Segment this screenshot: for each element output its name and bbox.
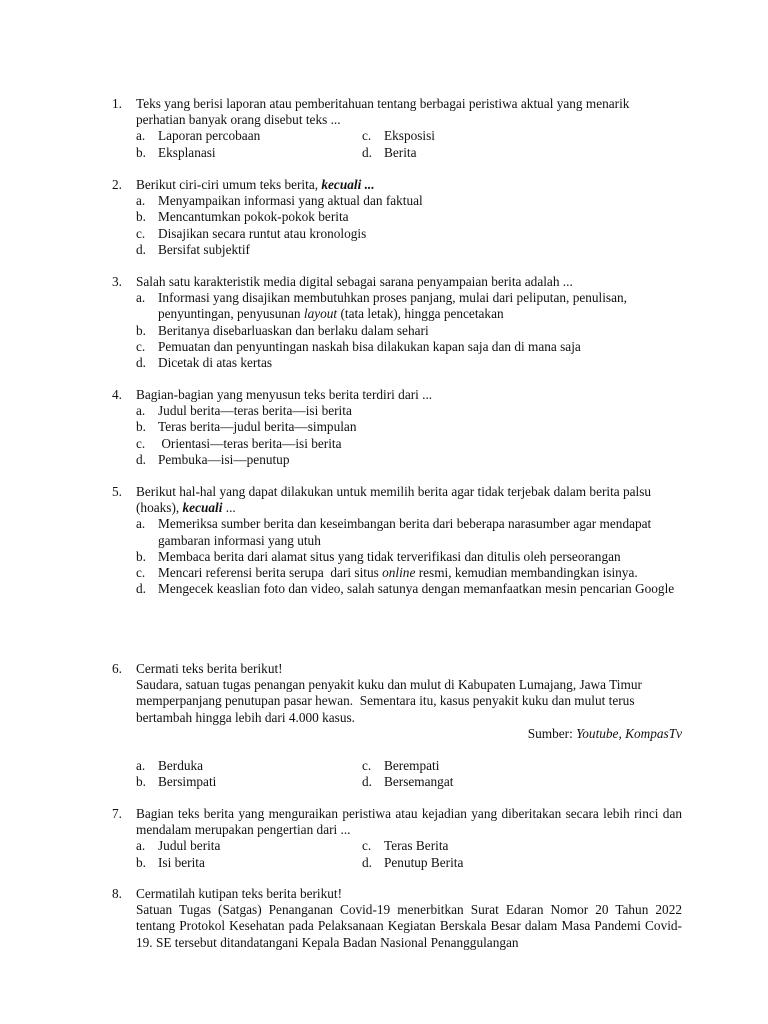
news-passage: Saudara, satuan tugas penangan penyakit kuku dan mulut di Kabupaten Lumajang, Jawa Timur memperpanjang penutupan pasar hewan. Sementara itu, kasus penyakit kuku dan mulut terus bertambah hingga lebih dari 4.000 kasus. (136, 677, 646, 725)
option-c: c. Teras Berita (362, 838, 449, 854)
question-stem: Teks yang berisi laporan atau pemberitahuan tentang berbagai peristiwa aktual yang menarik perhatian banyak orang disebut teks ... (136, 96, 630, 128)
question-2 (112, 177, 682, 258)
option-b: b. Mencantumkan pokok-pokok berita (136, 209, 349, 225)
question-number: 3. (112, 274, 122, 289)
option-a: a. Berduka (136, 758, 204, 774)
question-stem: Berikut ciri-ciri umum teks berita, kecuali ... (136, 177, 375, 192)
question-6 (112, 661, 682, 790)
question-stem: Cermati teks berita berikut! (136, 661, 283, 676)
options-row (136, 128, 682, 144)
option-a: a. Informasi yang disajikan membutuhkan proses panjang, mulai dari peliputan, penulisan, penyuntingan, penyusunan layout (tata letak), hingga pencetakan (136, 290, 627, 322)
option-b: b. Bersimpati (136, 774, 217, 790)
question-stem: Salah satu karakteristik media digital sebagai sarana penyampaian berita adalah ... (136, 274, 573, 289)
option-a: a. Judul berita—teras berita—isi berita (136, 403, 352, 419)
options-row (136, 758, 682, 774)
option-c: c. Mencari referensi berita serupa dari situs online resmi, kemudian membandingkan isinya. (136, 565, 638, 581)
question-1 (112, 96, 682, 161)
question-8 (112, 886, 682, 951)
question-7 (112, 806, 682, 871)
option-b: b. Teras berita—judul berita—simpulan (136, 419, 357, 435)
option-d: d. Bersifat subjektif (136, 241, 250, 257)
question-4 (112, 387, 682, 468)
emphasis-text: kecuali ... (321, 177, 375, 192)
source-citation: Sumber: Youtube, KompasTv (527, 725, 682, 741)
options-row (136, 855, 682, 871)
option-d: d. Mengecek keaslian foto dan video, salah satunya dengan memanfaatkan mesin pencarian Google (136, 581, 675, 597)
question-stem: Cermatilah kutipan teks berita berikut! (136, 886, 343, 901)
question-number: 4. (112, 387, 122, 402)
option-a: a. Memeriksa sumber berita dan keseimbangan berita dari beberapa narasumber agar mendapat gambaran informasi yang utuh (136, 516, 652, 548)
question-number: 5. (112, 484, 122, 499)
question-number: 7. (112, 806, 122, 821)
question-number: 8. (112, 886, 122, 901)
option-b: b. Eksplanasi (136, 144, 216, 160)
option-a: a. Laporan percobaan (136, 128, 261, 144)
option-d: d. Berita (362, 144, 417, 160)
option-a: a. Menyampaikan informasi yang aktual dan faktual (136, 193, 423, 209)
option-d: d. Pembuka—isi—penutup (136, 451, 290, 467)
options-row (136, 838, 682, 854)
option-b: b. Membaca berita dari alamat situs yang tidak terverifikasi dan ditulis oleh perseorangan (136, 548, 621, 564)
question-number: 2. (112, 177, 122, 192)
question-number: 6. (112, 661, 122, 676)
option-c: c. Disajikan secara runtut atau kronologis (136, 225, 367, 241)
question-3 (112, 274, 682, 371)
news-passage: Satuan Tugas (Satgas) Penanganan Covid-19 menerbitkan Surat Edaran Nomor 20 Tahun 2022 tentang Protokol Kesehatan pada Pelaksanaan Kegiatan Berskala Besar dalam Masa Pandemi Covid-19. SE tersebut ditandatangani Kepala Badan Nasional Penanggulangan (136, 902, 682, 950)
option-c: c. Eksposisi (362, 128, 435, 144)
question-stem: Berikut hal-hal yang dapat dilakukan untuk memilih berita agar tidak terjebak dalam berita palsu (hoaks), kecuali ... (136, 484, 652, 516)
option-b: b. Beritanya disebarluaskan dan berlaku dalam sehari (136, 322, 429, 338)
options-row (136, 774, 682, 790)
emphasis-text: kecuali (182, 500, 223, 516)
question-number: 1. (112, 96, 122, 111)
option-c: c. Berempati (362, 758, 440, 774)
option-d: d. Dicetak di atas kertas (136, 355, 273, 371)
option-d: d. Bersemangat (362, 774, 454, 790)
option-d: d. Penutup Berita (362, 854, 464, 870)
option-c: c. Pemuatan dan penyuntingan naskah bisa dilakukan kapan saja dan di mana saja (136, 338, 581, 354)
question-stem: Bagian-bagian yang menyusun teks berita terdiri dari ... (136, 387, 433, 402)
options-row (136, 145, 682, 161)
question-5 (112, 484, 682, 597)
option-c: c. Orientasi—teras berita—isi berita (136, 435, 342, 451)
option-b: b. Isi berita (136, 854, 205, 870)
option-a: a. Judul berita (136, 838, 221, 854)
question-stem: Bagian teks berita yang menguraikan peristiwa atau kejadian yang diberitakan secara lebih rinci dan mendalam merupakan pengertian dari ... (136, 806, 682, 838)
